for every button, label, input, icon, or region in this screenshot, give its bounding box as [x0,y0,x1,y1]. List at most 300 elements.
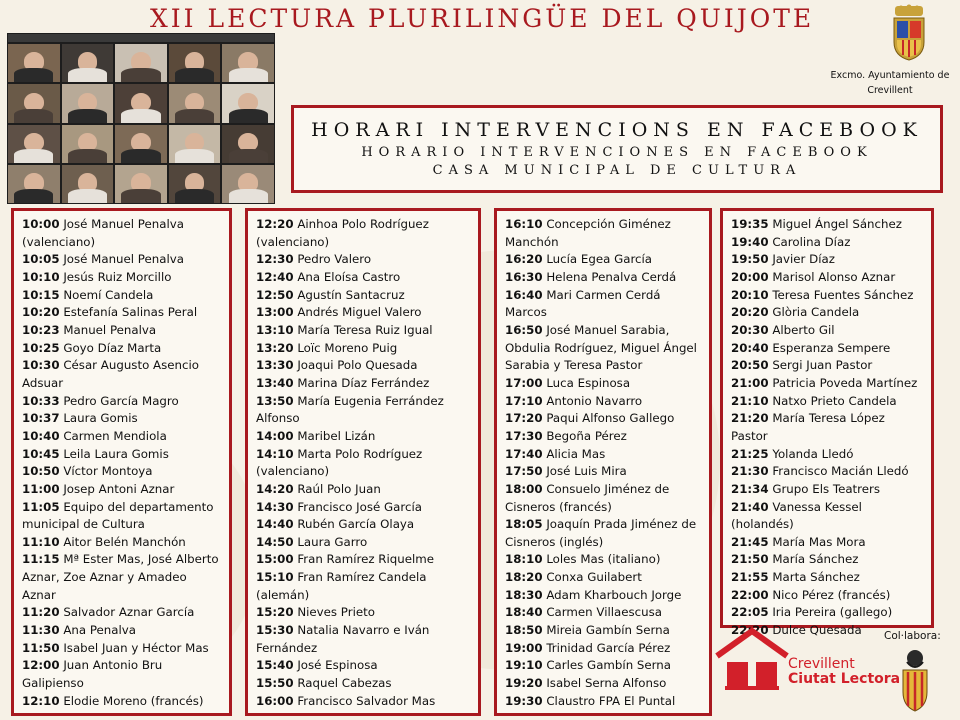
entry-time: 21:20 [731,411,769,426]
video-tile [62,165,114,203]
participant-body [175,189,214,203]
video-tile [222,125,274,163]
entry-reader: Aitor Belén Manchón [63,534,186,549]
entry-reader: Marisol Alonso Aznar [772,269,896,284]
entry-reader: Teresa Fuentes Sánchez [772,287,914,302]
entry-time: 17:50 [505,464,543,479]
entry-reader: Nico Pérez (francés) [772,587,891,602]
schedule-entry [731,534,925,552]
participant-body [229,189,268,203]
schedule-entry [731,569,925,587]
entry-reader: Laura Garro [297,534,368,549]
schedule-column-2 [245,208,481,716]
entry-reader: Manuel Penalva [63,322,157,337]
schedule-entry [505,622,703,640]
schedule-entry [22,640,223,658]
participant-body [229,149,268,163]
schedule-entry [256,216,472,251]
video-tile [62,125,114,163]
schedule-entry [505,410,703,428]
schedule-entry [505,269,703,287]
schedule-entry [22,622,223,640]
entry-reader: María Sánchez [772,552,859,567]
schedule-entry [22,534,223,552]
entry-reader: Conxa Guilabert [546,570,642,585]
participant-body [175,68,214,82]
entry-time: 10:23 [22,322,60,337]
entry-reader: Laura Gomis [63,411,138,426]
schedule-entry [22,357,223,392]
schedule-entry [22,693,223,711]
video-tile [115,84,167,122]
schedule-entry [22,304,223,322]
participant-body [175,109,214,123]
schedule-entry [505,481,703,516]
participant-body [229,68,268,82]
schedule-entry [505,675,703,693]
entry-time: 12:10 [22,693,60,708]
header-line-valencian: HORARI INTERVENCIONS EN FACEBOOK [311,119,923,141]
entry-reader: Yolanda Lledó [772,446,854,461]
entry-time: 20:50 [731,358,769,373]
entry-reader: Estefanía Salinas Peral [63,305,198,320]
schedule-entry [731,340,925,358]
entry-time: 15:20 [256,605,294,620]
entry-time: 19:10 [505,658,543,673]
entry-reader: Natalia Navarro e Iván Fernández [256,623,430,655]
video-tile [169,165,221,203]
video-tile [115,44,167,82]
schedule-entry [22,481,223,499]
schedule-entry [256,322,472,340]
schedule-entry [22,463,223,481]
entry-time: 15:40 [256,658,294,673]
coat-of-arms-icon [889,4,929,62]
entry-reader: César Augusto Asencio Adsuar [22,358,199,390]
entry-time: 17:10 [505,393,543,408]
entry-time: 13:20 [256,340,294,355]
entry-reader: Glòria Candela [772,305,860,320]
entry-time: 16:30 [505,269,543,284]
participant-body [121,109,160,123]
entry-time: 18:40 [505,605,543,620]
entry-reader: Salvador Aznar García [63,605,195,620]
entry-time: 11:20 [22,605,60,620]
entry-reader: Raquel Cabezas [297,676,392,691]
entry-reader: Isabel Juan y Héctor Mas [63,640,209,655]
entry-reader: Luca Espinosa [546,375,631,390]
entry-reader: Jesús Ruiz Morcillo [63,269,172,284]
entry-time: 11:05 [22,499,60,514]
schedule-entry [505,551,703,569]
entry-time: 15:50 [256,676,294,691]
entry-reader: María Eugenia Ferrández Alfonso [256,393,444,426]
entry-reader: Lucía Egea García [546,252,653,267]
entry-time: 10:10 [22,269,60,284]
schedule-entry [22,428,223,446]
institution-name: Excmo. Ayuntamiento de Crevillent [830,70,950,96]
schedule-entry [731,410,925,445]
entry-reader: José Manuel Sarabia, Obdulia Rodríguez, Miguel Ángel Sarabia y Teresa Pastor [505,322,697,373]
entry-time: 14:10 [256,446,294,461]
schedule-entry [505,393,703,411]
entry-time: 19:20 [505,676,543,691]
entry-reader: Rubén García Olaya [297,517,415,532]
entry-reader: Víctor Montoya [63,464,153,479]
video-tile [222,44,274,82]
entry-reader: Mireia Gambín Serna [546,623,670,638]
entry-reader: Paqui Alfonso Gallego [546,411,675,426]
schedule-entry [256,693,472,711]
participant-body [68,189,107,203]
entry-time: 17:20 [505,411,543,426]
entry-time: 11:50 [22,640,60,655]
schedule-entry [256,499,472,517]
entry-reader: Goyo Díaz Marta [63,340,162,355]
video-tile [169,44,221,82]
schedule-entry [22,216,223,251]
entry-reader: Mari Carmen Cerdá Marcos [505,287,661,320]
entry-time: 18:50 [505,623,543,638]
entry-reader: Equipo del departamento municipal de Cultura [22,499,214,532]
entry-time: 19:35 [731,217,769,231]
schedule-entry [731,375,925,393]
entry-reader: María Teresa Ruiz Igual [297,322,433,337]
schedule-entry [731,604,925,622]
schedule-entry [731,216,925,234]
entry-time: 14:40 [256,517,294,532]
schedule-entry [256,251,472,269]
entry-reader: José Luis Mira [546,464,627,479]
participant-body [14,149,53,163]
entry-time: 22:20 [731,623,769,638]
entry-reader: Francisco José García [297,499,422,514]
entry-reader: Ana Eloísa Castro [297,269,401,284]
schedule-entry [256,357,472,375]
video-tile [115,125,167,163]
entry-reader: Maribel Lizán [297,428,376,443]
schedule-entry [731,393,925,411]
schedule-entry [731,269,925,287]
entry-reader: Carmen Mendiola [63,428,167,443]
entry-time: 16:50 [505,322,543,337]
video-tile [62,44,114,82]
entry-time: 11:00 [22,481,60,496]
participant-body [14,189,53,203]
entry-reader: Isabel Serna Alfonso [546,676,667,691]
entry-reader: Fran Ramírez Candela (alemán) [256,570,427,602]
entry-time: 16:00 [256,693,294,708]
entry-time: 15:00 [256,552,294,567]
schedule-entry [256,393,472,428]
entry-time: 12:00 [22,658,60,673]
entry-reader: Claustro FPA El Puntal [546,693,676,708]
schedule-entry [505,375,703,393]
entry-time: 21:40 [731,499,769,514]
colabora-label: Col·labora: [884,630,941,642]
entry-time: 16:20 [505,252,543,267]
schedule-entry [505,640,703,658]
entry-time: 17:00 [505,375,543,390]
entry-time: 20:10 [731,287,769,302]
entry-time: 10:45 [22,446,60,461]
entry-time: 14:00 [256,428,294,443]
entry-reader: Agustín Santacruz [297,287,405,302]
schedule-entry [731,304,925,322]
entry-time: 12:30 [256,252,294,267]
video-tile [62,84,114,122]
entry-time: 21:25 [731,446,769,461]
schedule-entry [505,446,703,464]
entry-time: 18:10 [505,552,543,567]
entry-reader: Marina Díaz Ferrández [297,375,430,390]
participant-body [14,109,53,123]
entry-reader: Josep Antoni Aznar [63,481,175,496]
entry-time: 19:50 [731,252,769,267]
schedule-entry [505,587,703,605]
entry-reader: Leila Laura Gomis [63,446,169,461]
participant-body [175,149,214,163]
entry-reader: Loïc Moreno Puig [297,340,398,355]
entry-time: 10:25 [22,340,60,355]
video-tile [222,84,274,122]
entry-time: 13:00 [256,305,294,320]
entry-reader: Helena Penalva Cerdá [546,269,677,284]
entry-reader: Marta Polo Rodríguez (valenciano) [256,446,423,479]
entry-time: 22:00 [731,587,769,602]
entry-reader: Javier Díaz [772,252,835,267]
entry-time: 10:00 [22,217,60,231]
entry-reader: Miguel Ángel Sánchez [772,217,902,231]
entry-time: 20:40 [731,340,769,355]
video-tile [8,165,60,203]
entry-time: 10:37 [22,411,60,426]
entry-time: 13:30 [256,358,294,373]
schedule-entry [256,569,472,604]
schedule-entry [256,446,472,481]
entry-reader: Ainhoa Polo Rodríguez (valenciano) [256,217,429,249]
entry-reader: Carmen Villaescusa [546,605,663,620]
video-tile [8,44,60,82]
entry-reader: María Teresa López Pastor [731,411,885,443]
schedule-entry [505,251,703,269]
entry-time: 10:15 [22,287,60,302]
schedule-entry [22,499,223,534]
entry-time: 19:00 [505,640,543,655]
schedule-entry [731,287,925,305]
entry-time: 15:10 [256,570,294,585]
entry-reader: Andrés Miguel Valero [297,305,422,320]
entry-time: 10:33 [22,393,60,408]
entry-time: 10:05 [22,252,60,267]
entry-time: 10:50 [22,464,60,479]
entry-reader: Dulce Quesada [772,623,862,638]
entry-reader: María Mas Mora [772,534,866,549]
entry-time: 11:15 [22,552,60,567]
video-tile [169,84,221,122]
entry-reader: Marta Sánchez [772,570,860,585]
participant-body [68,68,107,82]
entry-reader: Trinidad García Pérez [546,640,671,655]
entry-reader: Iria Pereira (gallego) [772,605,893,620]
entry-reader: Noemí Candela [63,287,154,302]
schedule-entry [256,516,472,534]
schedule-entry [731,463,925,481]
entry-reader: Antonio Navarro [546,393,643,408]
entry-reader: Natxo Prieto Candela [772,393,897,408]
entry-reader: Consuelo Jiménez de Cisneros (francés) [505,481,670,514]
entry-time: 21:55 [731,570,769,585]
header-line-spanish: HORARIO INTERVENCIONES EN FACEBOOK [361,145,873,160]
schedule-entry [731,587,925,605]
entry-time: 13:50 [256,393,294,408]
schedule-entry [256,428,472,446]
entry-reader: Adam Kharbouch Jorge [546,587,682,602]
schedule-entry [256,481,472,499]
schedule-entry [731,551,925,569]
entry-time: 19:30 [505,693,543,708]
participant-body [121,68,160,82]
entry-time: 16:10 [505,217,543,231]
schedule-entry [505,693,703,711]
header-line-venue: CASA MUNICIPAL DE CULTURA [432,163,802,178]
schedule-entry [505,216,703,251]
entry-time: 11:10 [22,534,60,549]
video-tile [169,125,221,163]
entry-time: 20:00 [731,269,769,284]
entry-reader: Ana Penalva [63,623,136,638]
entry-time: 13:40 [256,375,294,390]
entry-time: 13:10 [256,322,294,337]
entry-time: 22:05 [731,605,769,620]
schedule-entry [256,287,472,305]
participant-body [68,109,107,123]
schedule-entry [505,516,703,551]
ciutat-lectora-logo-text [788,657,900,687]
participant-body [121,149,160,163]
entry-time: 18:20 [505,570,543,585]
entry-time: 10:40 [22,428,60,443]
schedule-entry [505,604,703,622]
schedule-header [291,105,943,193]
entry-reader: Grupo Els Teatrers [772,481,881,496]
logo-line-2: Ciutat Lectora [788,671,901,687]
video-call-collage [7,33,275,204]
entry-reader: Alicia Mas [546,446,606,461]
entry-reader: Raúl Polo Juan [297,481,381,496]
schedule-entry [256,675,472,693]
entry-reader: Patricia Poveda Martínez [772,375,918,390]
schedule-entry [731,357,925,375]
logo-line-1: Crevillent [788,656,855,672]
entry-time: 18:30 [505,587,543,602]
entry-time: 18:00 [505,481,543,496]
entry-reader: Esperanza Sempere [772,340,891,355]
entry-reader: Vanessa Kessel (holandés) [731,499,862,532]
entry-reader: Loles Mas (italiano) [546,552,661,567]
schedule-entry [22,604,223,622]
schedule-entry [731,481,925,499]
schedule-entry [256,340,472,358]
schedule-entry [505,569,703,587]
schedule-entry [505,322,703,375]
entry-reader: Nieves Prieto [297,605,375,620]
entry-reader: Joaqui Polo Quesada [297,358,418,373]
entry-time: 11:30 [22,623,60,638]
schedule-entry [22,410,223,428]
schedule-entry [256,551,472,569]
schedule-entry [256,604,472,622]
entry-time: 14:20 [256,481,294,496]
entry-time: 19:40 [731,234,769,249]
entry-reader: Carles Gambín Serna [546,658,672,673]
entry-time: 16:40 [505,287,543,302]
entry-reader: Francisco Salvador Mas [297,693,436,708]
schedule-entry [256,304,472,322]
entry-reader: José Manuel Penalva [63,252,184,267]
schedule-entry [731,234,925,252]
entry-time: 15:30 [256,623,294,638]
schedule-entry [731,251,925,269]
schedule-entry [22,322,223,340]
schedule-entry [505,287,703,322]
schedule-entry [256,622,472,657]
schedule-column-3 [494,208,712,716]
entry-time: 21:10 [731,393,769,408]
schedule-entry [22,657,223,692]
schedule-entry [22,340,223,358]
entry-reader: Fran Ramírez Riquelme [297,552,434,567]
entry-reader: José Espinosa [297,658,378,673]
participant-body [14,68,53,82]
entry-time: 17:40 [505,446,543,461]
schedule-entry [256,269,472,287]
schedule-entry [22,393,223,411]
video-tile [115,165,167,203]
schedule-entry [505,428,703,446]
entry-time: 12:50 [256,287,294,302]
schedule-entry [22,251,223,269]
schedule-entry [731,499,925,534]
video-tile [222,165,274,203]
participant-body [229,109,268,123]
entry-reader: Joaquín Prada Jiménez de Cisneros (inglés) [505,517,697,549]
entry-reader: Alberto Gil [772,322,835,337]
video-tile [8,84,60,122]
page-title: XII LECTURA PLURILINGÜE DEL QUIJOTE [150,4,815,33]
schedule-entry [505,657,703,675]
entry-time: 21:00 [731,375,769,390]
participant-body [121,189,160,203]
schedule-entry [22,269,223,287]
entry-time: 14:30 [256,499,294,514]
schedule-entry [256,375,472,393]
entry-time: 21:45 [731,534,769,549]
entry-reader: Francisco Macián Lledó [772,464,909,479]
entry-time: 14:50 [256,534,294,549]
entry-reader: Begoña Pérez [546,428,627,443]
entry-time: 20:30 [731,322,769,337]
collage-toolbar [8,34,274,42]
entry-reader: Mª Ester Mas, José Alberto Aznar, Zoe Aznar y Amadeo Aznar [22,552,219,602]
entry-reader: Juan Antonio Bru Galipienso [22,658,163,691]
entry-time: 21:30 [731,464,769,479]
participant-body [68,149,107,163]
entry-reader: Pedro García Magro [63,393,179,408]
schedule-entry [22,446,223,464]
schedule-entry [256,534,472,552]
entry-time: 17:30 [505,428,543,443]
